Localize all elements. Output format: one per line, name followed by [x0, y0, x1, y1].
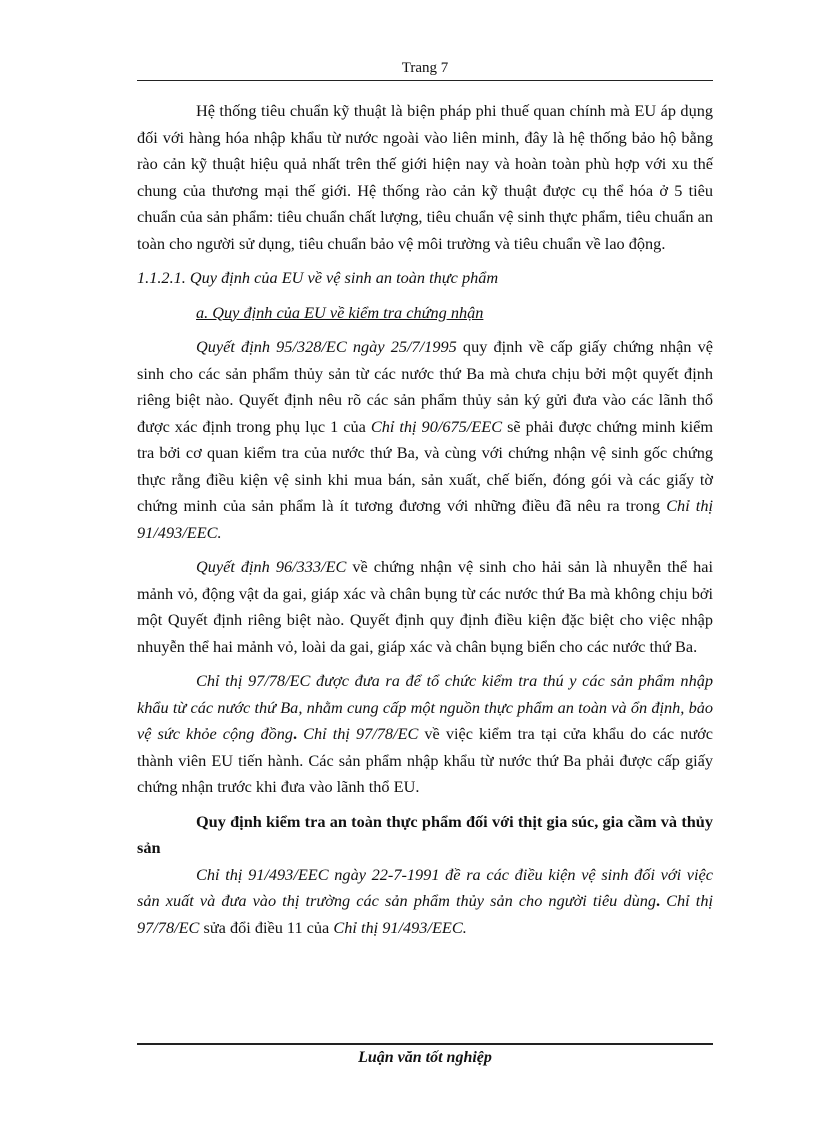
italic-text: Chỉ thị 91/493/EEC ngày 22-7-1991 đề ra các điều kiện vệ sinh đối với việc sản xuất và đưa vào thị trường các sản phẩm thủy sản cho người tiêu dùng [137, 864, 713, 910]
subsection-heading [137, 300, 713, 327]
paragraph-text: sẽ phải được chứng minh kiểm tra bởi cơ quan kiểm tra của nước thứ Ba, và cùng với chứng nhận vệ sinh gốc chứng thực rằng điều kiện vệ sinh khi mua bán, sản xuất, chế biến, đóng gói và các giấy tờ chứng minh của sản phẩm là ít tương đương với những điều đã nêu ra trong [137, 416, 713, 515]
ref-directive-90-675: Chỉ thị 90/675/EEC [370, 416, 503, 436]
paragraph-directive-97-78 [137, 668, 713, 801]
ref-directive-97-78: Chỉ thị 97/78/EC [137, 891, 713, 937]
paragraph-decision-95-328 [137, 334, 713, 546]
bold-heading: Quy định kiểm tra an toàn thực phẩm đối với thịt gia súc, gia cầm và thủy sản [137, 811, 713, 857]
italic-text: Chỉ thị 97/78/EC được đưa ra để tổ chức kiểm tra thú y các sản phẩm nhập khẩu từ các nước thứ Ba, nhằm cung cấp một nguồn thực phẩm an toàn và ổn định, bảo vệ sức khỏe cộng đồng [137, 671, 713, 743]
page-footer: Luận văn tốt nghiệp [358, 1049, 492, 1066]
ref-directive-91-493: Chỉ thị 91/493/EEC. [137, 496, 713, 542]
ref-decision-95-328: Quyết định 95/328/EC ngày 25/7/1995 [196, 337, 457, 356]
ref-directive-97-78: Chỉ thị 97/78/EC [297, 724, 419, 743]
ref-decision-96-333: Quyết định 96/333/EC [196, 557, 347, 576]
page-header: Trang 7 [401, 60, 449, 76]
period: . [293, 724, 298, 743]
header-divider [137, 80, 713, 81]
paragraph-text: về chứng nhận vệ sinh cho hải sản là nhuyễn thể hai mảnh vỏ, động vật da gai, giáp xác và chân bụng từ các nước thứ Ba mà không chịu bởi một Quyết định riêng biệt nào. Quyết định quy định điều kiện đặc biệt cho việc nhập nhuyễn thể hai mảnh vỏ, loài da gai, giáp xác và chân bụng biển cho các nước thứ Ba. [137, 557, 714, 656]
paragraph-decision-96-333 [137, 554, 713, 660]
footer-divider [137, 1043, 713, 1045]
paragraph-text: sửa đổi điều 11 của [199, 917, 334, 937]
paragraph-intro: Hệ thống tiêu chuẩn kỹ thuật là biện pháp phi thuế quan chính mà EU áp dụng đối với hàng hóa nhập khẩu từ nước ngoài vào liên minh, đây là hệ thống bảo hộ bằng rào cản kỹ thuật hiệu quả nhất trên thế giới hiện nay và hoàn toàn phù hợp với xu thế chung của thương mại thế giới. Hệ thống rào cản kỹ thuật được cụ thể hóa ở 5 tiêu chuẩn của sản phẩm: tiêu chuẩn chất lượng, tiêu chuẩn vệ sinh thực phẩm, tiêu chuẩn an toàn cho người sử dụng, tiêu chuẩn bảo vệ môi trường và tiêu chuẩn về lao động. [137, 101, 713, 253]
ref-directive-91-493: Chỉ thị 91/493/EEC. [333, 917, 467, 937]
subsection-heading-text: a. Quy định của EU về kiểm tra chứng nhận [196, 302, 484, 322]
document-body [137, 98, 713, 941]
paragraph-text: quy định về cấp giấy chứng nhận vệ sinh cho các sản phẩm thủy sản từ các nước thứ Ba mà chưa chịu bởi một quyết định riêng biệt nào. Quyết định nêu rõ các sản phẩm thủy sản ký gửi đưa vào các lãnh thổ được xác định trong phụ lục 1 của [137, 337, 713, 436]
period: . [656, 891, 661, 910]
paragraph-text: về việc kiểm tra tại cửa khẩu do các nước thành viên EU tiến hành. Các sản phẩm nhập khẩu từ nước thứ Ba phải được cấp giấy chứng nhận trước khi đưa vào lãnh thổ EU. [137, 724, 714, 796]
section-heading: 1.1.2.1. Quy định của EU về vệ sinh an toàn thực phẩm [137, 268, 499, 287]
paragraph-directive-91-493 [137, 862, 713, 942]
